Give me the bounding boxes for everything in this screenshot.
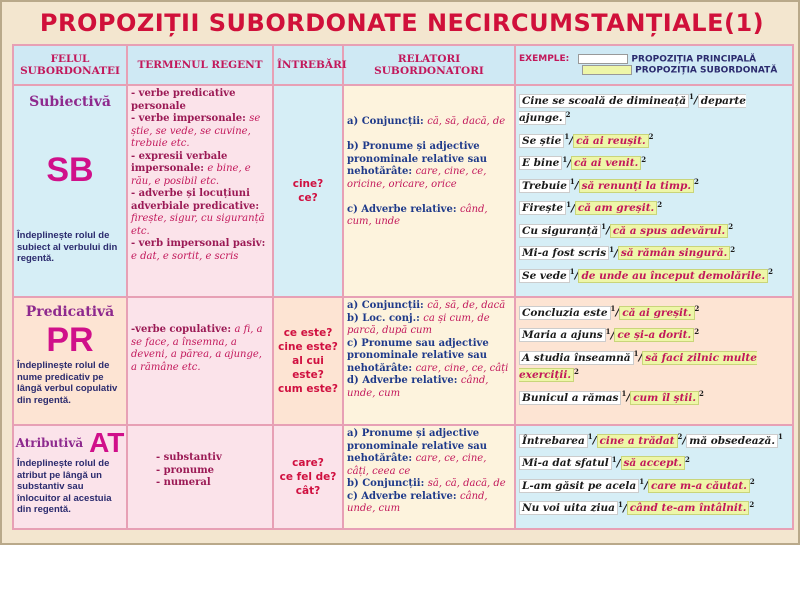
felul-cell: [13, 425, 127, 529]
relator-item: c) Adverbe relative: când, cum, unde: [347, 203, 488, 227]
relator-item: a) Conjuncții: că, să, dacă, de: [347, 116, 506, 127]
relator-item: c) Adverbe relative: când, unde, cum: [347, 490, 488, 514]
example-sentence: Mi-a fost scris $^1$/ să rămân singură. $^2$: [519, 243, 789, 261]
questions-cell: [273, 425, 343, 529]
example-sentence: Întrebarea $^1$/ cine a trădat $^2$/ mă obsedează. $^1$: [519, 430, 789, 448]
relatori-cell: [343, 425, 515, 529]
example-sentence: Se vede $^1$/ de unde au început demolările. $^2$: [519, 265, 789, 283]
regent-item: - numeral: [156, 477, 211, 488]
regent-item: - expresii verbale impersonale: e bine, e rău, e posibil etc.: [131, 150, 251, 187]
row-subiectiva: [13, 85, 793, 297]
questions-cell: [273, 85, 343, 297]
legend-sub-label: PROPOZIȚIA SUBORDONATĂ: [635, 65, 778, 76]
row-abbr: PR: [46, 321, 94, 359]
examples-cell: [515, 425, 793, 529]
regent-item: - verbe impersonale: se știe, se vede, se cuvine, trebuie etc.: [131, 113, 261, 149]
question: al cui este?: [292, 355, 324, 381]
question: cine este?: [278, 341, 338, 353]
relator-item: a) Pronume și adjective pronominale relative sau nehotărâte: care, ce, cine, câți, ceea ce: [347, 428, 488, 477]
regent-item: - adverbe și locuțiuni adverbiale predicative: firește, sigur, cu siguranță etc.: [131, 188, 265, 237]
relator-item: c) Pronume sau adjective pronominale relative sau nehotărâte: care, cine, ce, câți: [347, 337, 509, 374]
row-desc: Îndeplinește rolul de subiect al verbului din regentă.: [17, 230, 118, 264]
question: ce?: [298, 192, 318, 204]
relator-item: b) Conjuncții: să, că, dacă, de: [347, 478, 506, 489]
example-sentence: A studia înseamnă $^1$/ să faci zilnic multe exerciții. $^2$: [519, 349, 757, 381]
row-abbr: SB: [46, 151, 94, 189]
regent-cell: [127, 85, 273, 297]
example-sentence: Bunicul a rămas $^1$/ cum îl știi. $^2$: [519, 387, 789, 405]
row-header: [17, 428, 123, 458]
legend-main-swatch: [578, 54, 628, 64]
exemple-label: EXEMPLE:: [519, 54, 570, 64]
examples-cell: [515, 297, 793, 425]
row-name: Subiectivă: [29, 94, 111, 110]
row-desc: Îndeplinește rolul de atribut pe lângă un substantiv sau înlocuitor al acestuia din regentă.: [17, 458, 112, 515]
regent-item: - pronume: [156, 464, 215, 476]
row-abbr: AT: [89, 427, 125, 458]
example-sentence: Firește $^1$/ că am greșit. $^2$: [519, 198, 789, 216]
row-name: Predicativă: [25, 304, 115, 320]
example-sentence: Concluzia este $^1$/ că ai greșit. $^2$: [519, 302, 789, 320]
relatori-cell: [343, 297, 515, 425]
row-desc: Îndeplinește rolul de nume predicativ pe lângă verbul copulativ din regentă.: [17, 360, 118, 406]
header-exemple: [515, 45, 793, 85]
relatori-cell: [343, 85, 515, 297]
page-title: PROPOZIȚII SUBORDONATE NECIRCUMSTANȚIALE(1): [39, 9, 765, 37]
felul-cell: [13, 85, 127, 297]
row-predicativa: [13, 297, 793, 425]
relator-item: a) Conjuncții: că, să, de, dacă: [347, 300, 506, 311]
example-sentence: Nu voi uita ziua $^1$/ când te-am întâlnit. $^2$: [519, 498, 789, 516]
relator-item: d) Adverbe relative: când, unde, cum: [347, 375, 489, 399]
header-intrebari: ÎNTREBĂRI: [273, 45, 343, 85]
regent-item: - verbe predicative personale: [131, 88, 236, 112]
example-sentence: Maria a ajuns $^1$/ ce și-a dorit. $^2$: [519, 325, 789, 343]
relator-item: b) Loc. conj.: ca și cum, de parcă, după cum: [347, 312, 490, 336]
question: ce fel de?: [279, 471, 337, 483]
question: ce este?: [283, 327, 333, 339]
example-sentence: Se știe $^1$/ că ai reușit. $^2$: [519, 130, 789, 148]
row-name: Atributivă: [15, 436, 84, 450]
question: cum este?: [278, 383, 338, 395]
grammar-table: [12, 44, 794, 530]
questions-cell: [273, 297, 343, 425]
example-sentence: Mi-a dat sfatul $^1$/ să accept. $^2$: [519, 453, 789, 471]
question: care?: [292, 457, 324, 469]
regent-cell: [127, 425, 273, 529]
example-sentence: L-am găsit pe acela $^1$/ care m-a căutat. $^2$: [519, 475, 789, 493]
regent-cell: [127, 297, 273, 425]
header-relatori: RELATORI SUBORDONATORI: [343, 45, 515, 85]
legend-main-label: PROPOZIȚIA PRINCIPALĂ: [631, 54, 757, 64]
row-atributiva: [13, 425, 793, 529]
regent-item: - verb impersonal pasiv: e dat, e sortit, e scris: [131, 238, 266, 262]
regent-item: -verbe copulative: a fi, a se face, a însemna, a deveni, a părea, a ajunge, a rămâne etc.: [131, 324, 263, 373]
header-row: [13, 45, 793, 85]
examples-cell: [515, 85, 793, 297]
example-sentence: Cine se scoală de dimineață $^1$/ departe ajunge. $^2$: [519, 92, 746, 124]
example-sentence: Cu siguranță $^1$/ că a spus adevărul. $^2$: [519, 220, 789, 238]
relator-item: b) Pronume și adjective pronominale relative sau nehotărâte: care, cine, ce, oricine, oricare, orice: [347, 141, 488, 190]
header-felul: FELUL SUBORDONATEI: [13, 45, 127, 85]
legend: [519, 54, 789, 77]
question: cine?: [292, 178, 324, 190]
regent-item: - substantiv: [156, 452, 222, 463]
question: cât?: [295, 485, 321, 497]
example-sentence: Trebuie $^1$/ să renunți la timp. $^2$: [519, 175, 789, 193]
header-termen: TERMENUL REGENT: [127, 45, 273, 85]
example-sentence: E bine $^1$/ că ai venit. $^2$: [519, 153, 789, 171]
legend-sub-swatch: [582, 65, 632, 75]
felul-cell: [13, 297, 127, 425]
